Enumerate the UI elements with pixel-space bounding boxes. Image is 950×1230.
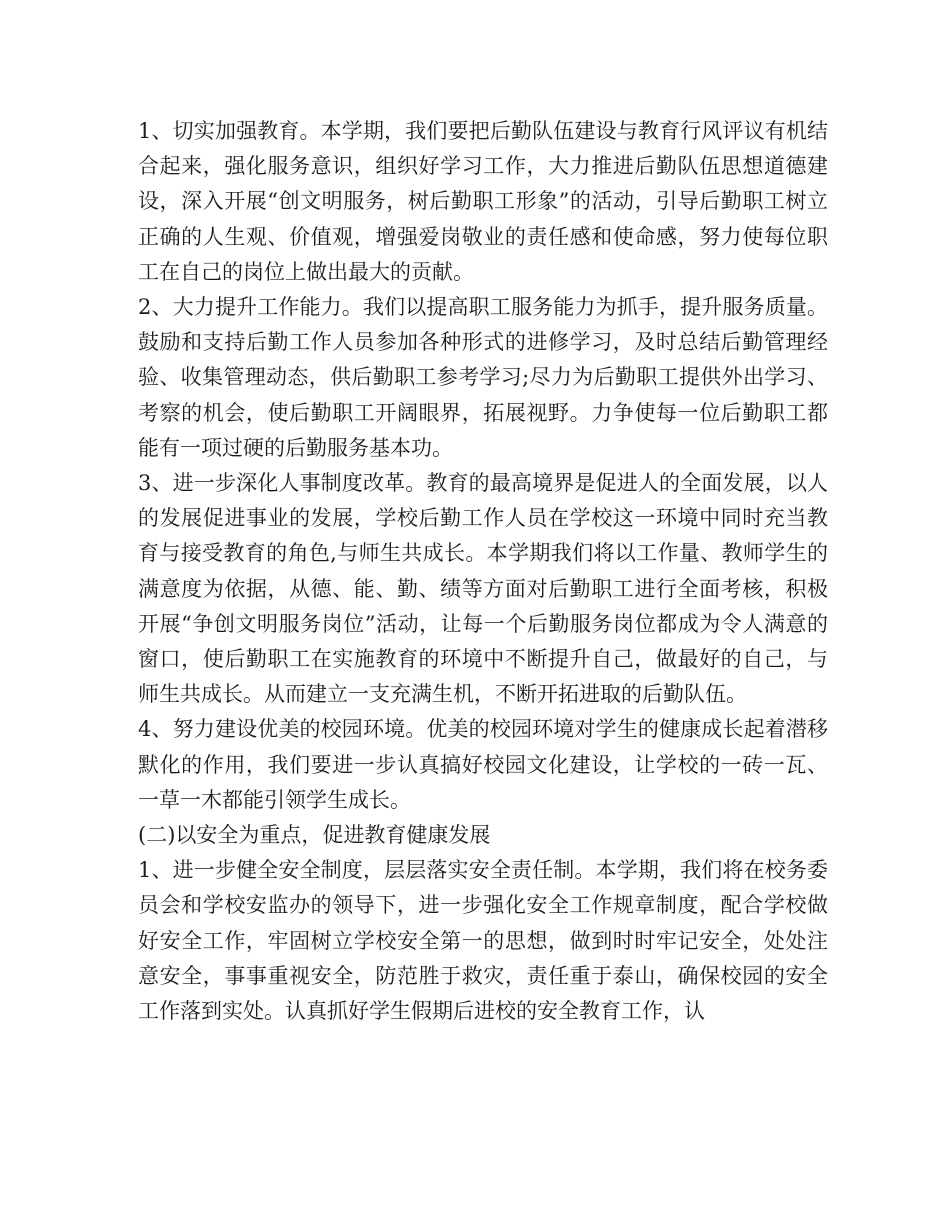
paragraph-work-ability: 2、大力提升工作能力。我们以提高职工服务能力为抓手，提升服务质量。鼓励和支持后勤工作人员参加各种形式的进修学习，及时总结后勤管理经验、收集管理动态，供后勤职工参考学习;尽力为后勤职工提供外出学习、考察的机会，使后勤职工开阔眼界，拓展视野。力争使每一位后勤职工都能有一项过硬的后勤服务基本功。 <box>138 295 828 460</box>
paragraph-personnel-reform: 3、进一步深化人事制度改革。教育的最高境界是促进人的全面发展，以人的发展促进事业的发展，学校后勤工作人员在学校这一环境中同时充当教育与接受教育的角色,与师生共成长。本学期我们将以工作量、教师学生的满意度为依据，从德、能、勤、绩等方面对后勤职工进行全面考核，积极开展“争创文明服务岗位”活动，让每一个后勤服务岗位都成为令人满意的窗口，使后勤职工在实施教育的环境中不断提升自己，做最好的自己，与师生共成长。从而建立一支充满生机，不断开拓进取的后勤队伍。 <box>138 471 828 707</box>
section-heading-safety: (二)以安全为重点，促进教育健康发展 <box>138 823 491 848</box>
document-body <box>138 114 828 1029</box>
paragraph-safety-system: 1、进一步健全安全制度，层层落实安全责任制。本学期，我们将在校务委员会和学校安监办的领导下，进一步强化安全工作规章制度，配合学校做好安全工作，牢固树立学校安全第一的思想，做到时时牢记安全，处处注意安全，事事重视安全，防范胜于救灾，责任重于泰山，确保校园的安全工作落到实处。认真抓好学生假期后进校的安全教育工作，认 <box>138 858 828 1024</box>
paragraph-campus-environment: 4、努力建设优美的校园环境。优美的校园环境对学生的健康成长起着潜移默化的作用，我们要进一步认真搞好校园文化建设，让学校的一砖一瓦、一草一木都能引领学生成长。 <box>138 717 828 812</box>
paragraph-team-education: 1、切实加强教育。本学期，我们要把后勤队伍建设与教育行风评议有机结合起来，强化服务意识，组织好学习工作，大力推进后勤队伍思想道德建设，深入开展“创文明服务，树后勤职工形象”的活动，引导后勤职工树立正确的人生观、价值观，增强爱岗敬业的责任感和使命感，努力使每位职工在自己的岗位上做出最大的贡献。 <box>138 119 828 284</box>
